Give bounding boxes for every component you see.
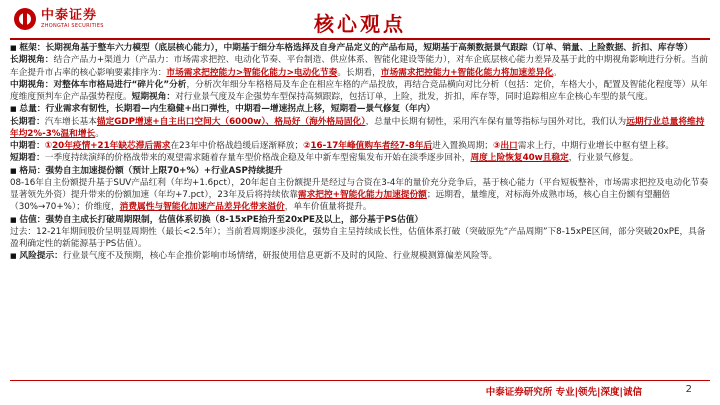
square-bullet-icon: ■ xyxy=(10,252,17,261)
total-short-paragraph xyxy=(10,152,710,164)
footer-slogan: 中泰证券研究所 专业|领先|深度|诚信 xyxy=(485,387,642,398)
page-title: 核心观点 xyxy=(314,12,406,36)
total-long-highlight-2: 远期行业总量将维持年均2%-3%温和增长 xyxy=(10,116,705,139)
long-term-view-paragraph xyxy=(10,54,710,79)
total-long-paragraph xyxy=(10,116,710,141)
framework-paragraph xyxy=(10,42,710,54)
total-mid-text-d: 在23年中价格战趋缓后逐渐释放； xyxy=(170,141,304,151)
total-mid-highlight-1: 20年疫情+21年缺芯滞后需求 xyxy=(52,141,171,151)
total-mid-text-e: 进入置换周期； xyxy=(432,141,493,151)
long-term-highlight-1: 市场需求把控能力>智能化能力>电动化节奏 xyxy=(166,67,338,78)
total-mid-highlight-3: 出口 xyxy=(500,141,518,151)
footer-divider xyxy=(10,380,710,381)
short-term-label: 短期视角： xyxy=(131,92,176,102)
mid-short-view-paragraph xyxy=(10,79,710,104)
risk-text: 行业景气度不及预期，核心车企推价影响市场情绪，研报使用信息更新不及时的风险、行业规模测算偏差风险等。 xyxy=(62,251,498,262)
pattern-highlight-1: 需求把控+智能化能力加速提份额 xyxy=(297,190,427,200)
number-3-icon: ③ xyxy=(492,141,501,151)
total-short-label: 短期看： xyxy=(10,153,45,164)
main-content xyxy=(10,42,710,263)
total-mid-highlight-2: 16-17年峰值购车者经7-8年后 xyxy=(310,141,433,151)
total-long-text-b: ，总量中长期有韧性，采用汽车保有量等指标与国外对比，我们认为 xyxy=(365,116,627,127)
valuation-label: 估值：强势自主成长打破周期限制，估值体系切换（8-15xPE抬升至20xPE及以上，部分基于PS估值） xyxy=(19,214,424,225)
valuation-paragraph xyxy=(10,214,710,226)
pattern-body-paragraph xyxy=(10,177,710,214)
square-bullet-icon: ■ xyxy=(10,215,17,224)
logo-en: ZHONGTAI SECURITIES xyxy=(41,22,104,29)
valuation-body-paragraph xyxy=(10,226,710,251)
short-term-text: 对行业景气度及车企强势车型保持高频跟踪，包括订单，上险，批发，折扣，库存等，同时追踪相应车企核心车型的景气度。 xyxy=(175,92,653,102)
total-mid-label: 中期看： xyxy=(10,141,45,151)
total-mid-text-f: 需求上行，中期行业增长中枢有望上移。 xyxy=(517,141,675,151)
total-volume-label: 总量：行业需求有韧性，长期看—内生稳健+出口弹性，中期看—增速拐点上移，短期看—景气修复（年内） xyxy=(19,104,435,115)
framework-text: 长期视角基于整车六力模型（底层核心能力），中期基于细分车格选择及自身产品定义的产品布局，短期基于高频数据景气跟踪（订单、销量、上险数据、折扣、库存等） xyxy=(45,43,693,53)
total-long-text-c: 。 xyxy=(95,128,104,139)
header xyxy=(0,0,720,40)
total-short-text-h: ，行业景气修复。 xyxy=(568,153,639,164)
number-1-icon: ① xyxy=(44,141,53,151)
framework-label: 框架： xyxy=(19,43,46,53)
total-short-text-g: 一季度持续演绎的价格战带来的观望需求随着存量车型价格战企稳及年中新车型密集发布开始在淡季逐步回补， xyxy=(44,153,471,164)
total-long-label: 长期看： xyxy=(10,116,45,127)
total-short-highlight: 周度上险恢复40w且稳定 xyxy=(470,153,569,164)
pattern-text-a: 08-16年自主份额提升基于SUV产品红利（年均+1.6pct），20年起自主份额提升是经过与合资在3-4年的量价充分竞争后，基于核心能力（平台短板整补，市场需求把控及电动化节奏显著领先外资）提升带来的份额加速（年均+7.pct），23年及后将持续依靠 xyxy=(10,177,709,200)
number-2-icon: ② xyxy=(303,141,311,151)
total-volume-paragraph xyxy=(10,103,710,115)
square-bullet-icon: ■ xyxy=(10,105,17,114)
valuation-text: 过去：12-21年期间股价呈明显周期性（最长<2.5年）；当前看周期逐步淡化，强势自主呈持续成长性，估值体系打破（突破原先“产品周期”下8-15xPE区间，部分突破20xPE，具备盈利确定性的新能源基于PS估值）。 xyxy=(10,226,706,249)
mid-term-bold: 对整体车市格局进行“碎片化”分析 xyxy=(53,79,187,90)
pattern-text-b: ；远期看，量维度，对标海外成熟市场，核心自主份额有望翻倍（30%→70+%）；价维度， xyxy=(10,190,671,213)
pattern-highlight-2: 消费属性与智能化加速产品差异化带来溢价 xyxy=(119,202,285,213)
total-long-text-a: 汽车增长基本 xyxy=(44,116,97,127)
pattern-paragraph xyxy=(10,165,710,177)
risk-label: 风险提示： xyxy=(19,251,63,262)
square-bullet-icon: ■ xyxy=(10,166,17,175)
risk-paragraph xyxy=(10,250,710,262)
mid-term-text: ，分析次年细分车格格局及车企在相应车格的产品投放，再结合竞品横向对比分析（包括：定价，车格大小，配置及智能化程度等）从年度维度预判车企产品强势程度。 xyxy=(10,79,708,102)
header-divider xyxy=(10,38,710,40)
page-number: 2 xyxy=(685,384,692,395)
total-long-highlight-1: 锚定GDP增速+自主出口空间大（6000w）、格局好（海外格局固化） xyxy=(96,116,366,127)
logo-cn: 中泰证券 xyxy=(41,7,98,23)
long-term-text-b: 。长期看， xyxy=(337,67,381,78)
square-bullet-icon: ■ xyxy=(10,44,17,52)
pattern-text-c: ，单车价值量将提升。 xyxy=(284,202,372,213)
long-term-text-a: 结合产品力+渠道力（产品力：市场需求把控、电动化节奏、平台制造、供应体系、智能化建设等能力），对车企底层核心能力差异及基于此的中期视角影响进行分析。当前车企提升市占率的核心影响要素排序为： xyxy=(10,55,708,78)
pattern-label: 格局：强势自主加速提份额（预计上限70+%）+行业ASP持续提升 xyxy=(19,165,283,176)
long-term-label: 长期视角： xyxy=(10,55,54,66)
mid-term-label: 中期视角： xyxy=(10,79,54,90)
long-term-highlight-2: 市场需求把控能力+智能化能力将加速差异化 xyxy=(380,67,554,78)
total-mid-paragraph xyxy=(10,140,710,152)
long-term-text-c: 。 xyxy=(553,67,562,78)
